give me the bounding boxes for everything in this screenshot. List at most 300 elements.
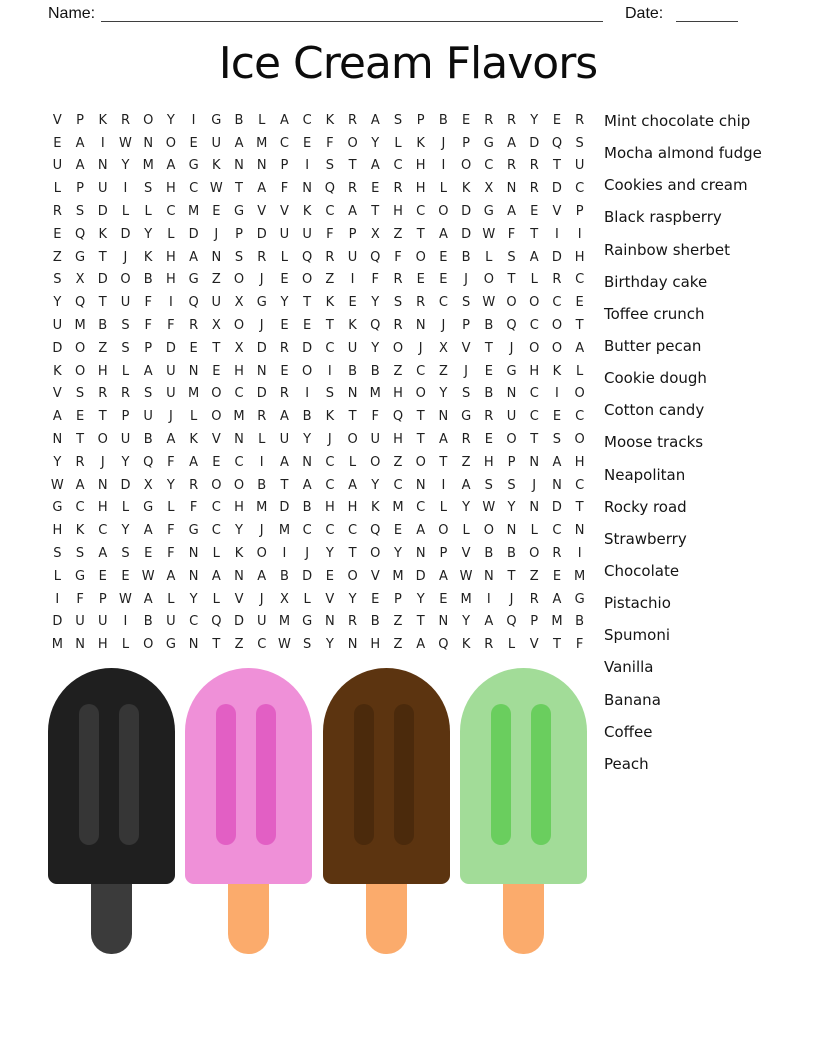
grid-letter: O: [370, 454, 381, 470]
grid-letter: O: [483, 272, 494, 288]
grid-letter: H: [97, 637, 108, 653]
grid-letter: F: [575, 637, 584, 653]
grid-letter: R: [529, 591, 539, 607]
grid-letter: J: [509, 591, 514, 607]
grid-letter: G: [233, 204, 245, 220]
grid-letter: Y: [144, 226, 153, 242]
grid-letter: O: [529, 546, 540, 562]
grid-letter: O: [74, 363, 86, 379]
grid-letter: L: [530, 523, 538, 539]
grid-letter: O: [415, 386, 426, 402]
grid-letter: T: [416, 614, 425, 630]
grid-letter: R: [484, 112, 494, 128]
grid-letter: K: [98, 112, 108, 128]
grid-letter: R: [348, 614, 358, 630]
grid-letter: E: [484, 363, 493, 379]
grid-letter: E: [303, 318, 312, 334]
grid-letter: Y: [189, 591, 198, 607]
grid-letter: X: [370, 226, 380, 242]
grid-letter: A: [552, 591, 562, 607]
grid-letter: N: [97, 477, 108, 493]
grid-letter: N: [256, 363, 267, 379]
grid-letter: R: [529, 181, 539, 197]
grid-letter: U: [75, 614, 85, 630]
brown-popsicle: [323, 668, 450, 954]
grid-letter: C: [325, 523, 335, 539]
grid-letter: V: [211, 432, 221, 448]
grid-letter: T: [348, 158, 357, 174]
grid-letter: E: [575, 295, 584, 311]
grid-letter: Y: [325, 546, 334, 562]
popsicle-body: [48, 668, 175, 884]
grid-letter: J: [259, 272, 264, 288]
grid-letter: T: [484, 340, 493, 356]
grid-letter: Q: [438, 637, 449, 653]
grid-letter: G: [506, 363, 517, 379]
grid-letter: B: [484, 386, 494, 402]
grid-letter: O: [574, 432, 585, 448]
grid-letter: F: [167, 546, 175, 562]
grid-letter: R: [506, 158, 517, 174]
grid-letter: Q: [370, 523, 381, 539]
black-popsicle: [48, 668, 175, 954]
grid-letter: C: [75, 500, 85, 516]
word-list-item: Cookies and cream: [604, 176, 748, 195]
grid-letter: Y: [166, 112, 175, 128]
grid-letter: K: [53, 363, 62, 379]
grid-letter: R: [189, 477, 199, 493]
grid-letter: Q: [302, 249, 313, 265]
grid-letter: B: [484, 546, 494, 562]
grid-letter: E: [416, 272, 425, 288]
grid-letter: O: [143, 637, 154, 653]
grid-letter: N: [438, 409, 449, 425]
word-list-item: Pistachio: [604, 594, 671, 613]
grid-letter: Q: [211, 614, 222, 630]
grid-letter: L: [462, 523, 470, 539]
page-title: Ice Cream Flavors: [218, 38, 598, 89]
grid-letter: R: [461, 432, 471, 448]
grid-letter: E: [280, 272, 289, 288]
grid-letter: Z: [325, 272, 335, 288]
grid-letter: E: [325, 568, 334, 584]
grid-letter: T: [530, 432, 539, 448]
grid-letter: D: [256, 340, 267, 356]
grid-letter: S: [461, 386, 471, 402]
grid-letter: F: [371, 272, 379, 288]
grid-letter: B: [348, 363, 358, 379]
grid-letter: A: [189, 249, 199, 265]
grid-letter: C: [438, 295, 448, 311]
grid-letter: U: [98, 614, 108, 630]
grid-letter: K: [212, 158, 221, 174]
grid-letter: O: [438, 204, 449, 220]
grid-letter: H: [166, 272, 176, 288]
grid-letter: P: [280, 158, 289, 174]
grid-letter: S: [325, 158, 334, 174]
grid-letter: C: [325, 477, 335, 493]
grid-letter: H: [415, 158, 426, 174]
grid-letter: W: [141, 568, 155, 584]
grid-letter: E: [280, 363, 289, 379]
word-grid: [46, 109, 591, 656]
grid-letter: M: [187, 204, 200, 220]
grid-letter: R: [257, 409, 267, 425]
grid-letter: A: [438, 568, 448, 584]
grid-letter: W: [482, 226, 496, 242]
grid-letter: Q: [370, 318, 381, 334]
grid-letter: N: [234, 432, 244, 448]
grid-letter: T: [98, 409, 107, 425]
grid-letter: H: [574, 454, 585, 470]
grid-letter: Y: [280, 295, 289, 311]
grid-letter: C: [575, 181, 585, 197]
grid-letter: E: [439, 249, 448, 265]
grid-letter: D: [551, 181, 562, 197]
grid-letter: A: [166, 568, 176, 584]
grid-letter: C: [325, 454, 335, 470]
grid-letter: A: [279, 112, 289, 128]
grid-letter: K: [325, 409, 335, 425]
grid-letter: N: [324, 614, 335, 630]
grid-letter: O: [143, 112, 154, 128]
grid-letter: R: [348, 112, 358, 128]
grid-letter: R: [393, 181, 403, 197]
grid-letter: F: [167, 523, 175, 539]
grid-letter: H: [97, 500, 108, 516]
grid-letter: Q: [370, 249, 381, 265]
grid-letter: O: [302, 272, 313, 288]
grid-letter: K: [302, 204, 312, 220]
grid-letter: L: [144, 204, 152, 220]
grid-letter: O: [302, 363, 313, 379]
grid-letter: O: [415, 454, 426, 470]
grid-letter: H: [347, 500, 358, 516]
grid-letter: E: [484, 432, 493, 448]
grid-letter: H: [324, 500, 335, 516]
grid-letter: Q: [188, 295, 199, 311]
grid-letter: R: [75, 454, 85, 470]
grid-letter: E: [439, 272, 448, 288]
grid-letter: O: [233, 318, 245, 334]
grid-letter: A: [279, 409, 289, 425]
grid-letter: O: [460, 158, 472, 174]
grid-letter: C: [302, 112, 312, 128]
grid-letter: V: [461, 546, 471, 562]
grid-letter: H: [234, 500, 244, 516]
grid-letter: A: [575, 340, 585, 356]
grid-letter: M: [392, 568, 404, 584]
grid-letter: E: [552, 568, 562, 584]
grid-letter: U: [347, 340, 358, 356]
popsicle-stripe: [394, 704, 414, 845]
grid-letter: T: [507, 568, 516, 584]
grid-letter: C: [529, 409, 539, 425]
grid-letter: R: [189, 318, 199, 334]
grid-letter: G: [483, 135, 494, 151]
grid-letter: E: [393, 523, 403, 539]
grid-letter: C: [484, 158, 494, 174]
grid-letter: S: [507, 249, 516, 265]
word-list-item: Chocolate: [604, 562, 680, 581]
grid-letter: B: [461, 249, 471, 265]
grid-letter: N: [415, 318, 426, 334]
grid-letter: O: [120, 272, 131, 288]
grid-letter: W: [50, 477, 64, 493]
grid-letter: A: [416, 523, 426, 539]
grid-letter: H: [415, 181, 426, 197]
grid-letter: I: [441, 158, 446, 174]
grid-letter: L: [212, 546, 220, 562]
grid-letter: V: [529, 637, 539, 653]
grid-letter: L: [348, 454, 357, 470]
grid-letter: V: [461, 340, 471, 356]
grid-letter: N: [506, 523, 517, 539]
grid-letter: G: [188, 158, 199, 174]
grid-letter: Y: [507, 500, 516, 516]
grid-letter: C: [393, 477, 403, 493]
grid-letter: L: [439, 181, 448, 197]
name-label: Name:: [48, 5, 96, 22]
grid-letter: A: [143, 591, 153, 607]
grid-letter: G: [75, 568, 86, 584]
grid-letter: L: [530, 272, 538, 288]
grid-letter: B: [575, 614, 585, 630]
popsicle-stripe: [79, 704, 99, 845]
grid-letter: Y: [235, 523, 243, 539]
grid-letter: U: [256, 614, 267, 630]
grid-letter: H: [166, 249, 176, 265]
grid-letter: K: [325, 295, 335, 311]
grid-letter: N: [347, 386, 358, 402]
grid-letter: J: [259, 318, 264, 334]
grid-letter: S: [393, 295, 403, 311]
grid-letter: B: [143, 272, 153, 288]
grid-letter: C: [529, 386, 539, 402]
grid-letter: N: [188, 546, 199, 562]
grid-letter: Y: [325, 637, 334, 653]
grid-letter: O: [529, 340, 540, 356]
grid-letter: I: [55, 591, 60, 607]
grid-letter: A: [75, 158, 85, 174]
grid-letter: T: [575, 500, 584, 516]
grid-letter: P: [121, 409, 130, 425]
grid-letter: R: [575, 112, 585, 128]
grid-letter: D: [256, 386, 267, 402]
grid-letter: N: [302, 181, 312, 197]
grid-letter: U: [166, 614, 176, 630]
grid-letter: A: [98, 546, 108, 562]
grid-letter: Z: [393, 454, 403, 470]
grid-letter: S: [121, 546, 130, 562]
grid-letter: H: [483, 454, 494, 470]
grid-letter: Z: [393, 226, 403, 242]
grid-letter: H: [393, 204, 403, 220]
grid-letter: D: [551, 500, 562, 516]
grid-letter: L: [576, 363, 584, 379]
grid-letter: Z: [438, 363, 448, 379]
grid-letter: V: [52, 112, 62, 128]
grid-letter: R: [393, 318, 403, 334]
grid-letter: I: [282, 546, 287, 562]
grid-letter: J: [441, 318, 446, 334]
grid-letter: Q: [392, 409, 404, 425]
grid-letter: N: [415, 546, 426, 562]
grid-letter: I: [441, 477, 446, 493]
grid-letter: W: [209, 181, 223, 197]
grid-letter: X: [234, 295, 244, 311]
grid-letter: A: [257, 568, 267, 584]
grid-letter: E: [280, 318, 289, 334]
grid-letter: U: [574, 158, 585, 174]
grid-letter: A: [438, 432, 448, 448]
grid-letter: M: [574, 568, 586, 584]
grid-letter: U: [302, 226, 312, 242]
pink-popsicle: [185, 668, 312, 954]
grid-letter: U: [120, 432, 131, 448]
grid-letter: E: [53, 135, 62, 151]
grid-letter: S: [552, 432, 562, 448]
grid-letter: J: [259, 591, 264, 607]
grid-letter: L: [280, 249, 289, 265]
grid-letter: K: [461, 181, 471, 197]
grid-letter: B: [143, 614, 153, 630]
grid-letter: O: [211, 386, 222, 402]
grid-letter: C: [416, 363, 426, 379]
grid-letter: E: [348, 295, 357, 311]
grid-letter: X: [75, 272, 85, 288]
grid-letter: J: [214, 226, 219, 242]
grid-letter: J: [259, 523, 264, 539]
popsicle-stripe: [354, 704, 374, 845]
grid-letter: N: [211, 249, 222, 265]
grid-letter: S: [507, 477, 516, 493]
grid-letter: G: [256, 295, 267, 311]
grid-letter: I: [327, 363, 332, 379]
grid-letter: T: [98, 249, 107, 265]
grid-letter: N: [75, 637, 85, 653]
grid-letter: Q: [324, 181, 335, 197]
grid-letter: A: [189, 454, 199, 470]
grid-letter: B: [143, 432, 153, 448]
popsicle-row: [48, 668, 587, 954]
grid-letter: C: [302, 523, 312, 539]
grid-letter: K: [325, 112, 335, 128]
grid-letter: D: [279, 500, 290, 516]
grid-letter: U: [211, 135, 222, 151]
grid-letter: R: [325, 249, 335, 265]
grid-letter: Z: [529, 568, 539, 584]
grid-letter: T: [416, 432, 425, 448]
grid-letter: H: [234, 363, 244, 379]
grid-letter: C: [211, 500, 221, 516]
grid-letter: C: [98, 523, 108, 539]
grid-letter: V: [325, 591, 335, 607]
grid-letter: J: [464, 363, 469, 379]
grid-letter: R: [552, 272, 562, 288]
grid-letter: D: [120, 477, 131, 493]
grid-letter: P: [144, 340, 153, 356]
grid-letter: N: [188, 568, 199, 584]
grid-letter: N: [302, 454, 312, 470]
grid-letter: N: [506, 181, 517, 197]
grid-letter: U: [143, 409, 153, 425]
grid-letter: P: [462, 318, 471, 334]
grid-letter: O: [97, 432, 108, 448]
grid-letter: A: [552, 454, 562, 470]
grid-letter: S: [144, 386, 153, 402]
grid-letter: M: [369, 386, 381, 402]
grid-letter: D: [551, 249, 562, 265]
grid-letter: T: [416, 409, 425, 425]
grid-letter: Y: [371, 340, 380, 356]
grid-letter: S: [325, 386, 334, 402]
grid-letter: T: [348, 546, 357, 562]
grid-letter: A: [484, 614, 494, 630]
grid-letter: N: [234, 158, 244, 174]
grid-letter: O: [370, 546, 381, 562]
grid-letter: I: [555, 226, 559, 242]
grid-letter: T: [212, 340, 221, 356]
grid-letter: Y: [303, 432, 312, 448]
grid-letter: P: [507, 454, 516, 470]
grid-letter: A: [75, 477, 85, 493]
grid-letter: N: [347, 637, 358, 653]
popsicle-stripe: [491, 704, 511, 845]
grid-letter: N: [188, 363, 199, 379]
grid-letter: A: [211, 568, 221, 584]
grid-letter: M: [74, 318, 86, 334]
grid-letter: H: [393, 386, 403, 402]
word-list-item: Black raspberry: [604, 208, 722, 227]
grid-letter: J: [327, 432, 332, 448]
grid-letter: L: [167, 226, 175, 242]
grid-letter: C: [416, 500, 426, 516]
grid-letter: P: [348, 226, 357, 242]
grid-letter: G: [188, 272, 199, 288]
grid-letter: Q: [74, 295, 86, 311]
grid-letter: N: [143, 135, 154, 151]
word-list-item: Butter pecan: [604, 337, 702, 356]
green-popsicle: [460, 668, 587, 954]
grid-letter: D: [461, 204, 472, 220]
grid-letter: R: [506, 112, 517, 128]
grid-letter: A: [348, 204, 357, 220]
grid-letter: E: [439, 591, 448, 607]
grid-letter: J: [168, 409, 173, 425]
grid-letter: P: [530, 614, 539, 630]
grid-letter: M: [142, 158, 154, 174]
grid-letter: Y: [462, 614, 471, 630]
grid-letter: U: [279, 432, 290, 448]
grid-letter: O: [347, 135, 358, 151]
grid-letter: C: [348, 523, 358, 539]
grid-letter: J: [441, 135, 446, 151]
grid-letter: X: [234, 340, 244, 356]
grid-letter: F: [167, 454, 175, 470]
word-list-item: Mocha almond fudge: [604, 144, 762, 163]
grid-letter: Y: [121, 523, 130, 539]
grid-letter: Q: [506, 318, 517, 334]
grid-letter: N: [438, 614, 449, 630]
grid-letter: L: [394, 135, 402, 151]
grid-letter: F: [167, 318, 175, 334]
grid-letter: I: [123, 614, 128, 630]
grid-letter: M: [278, 614, 291, 630]
grid-letter: H: [370, 637, 381, 653]
grid-letter: T: [98, 295, 107, 311]
popsicle-stick: [91, 884, 132, 954]
